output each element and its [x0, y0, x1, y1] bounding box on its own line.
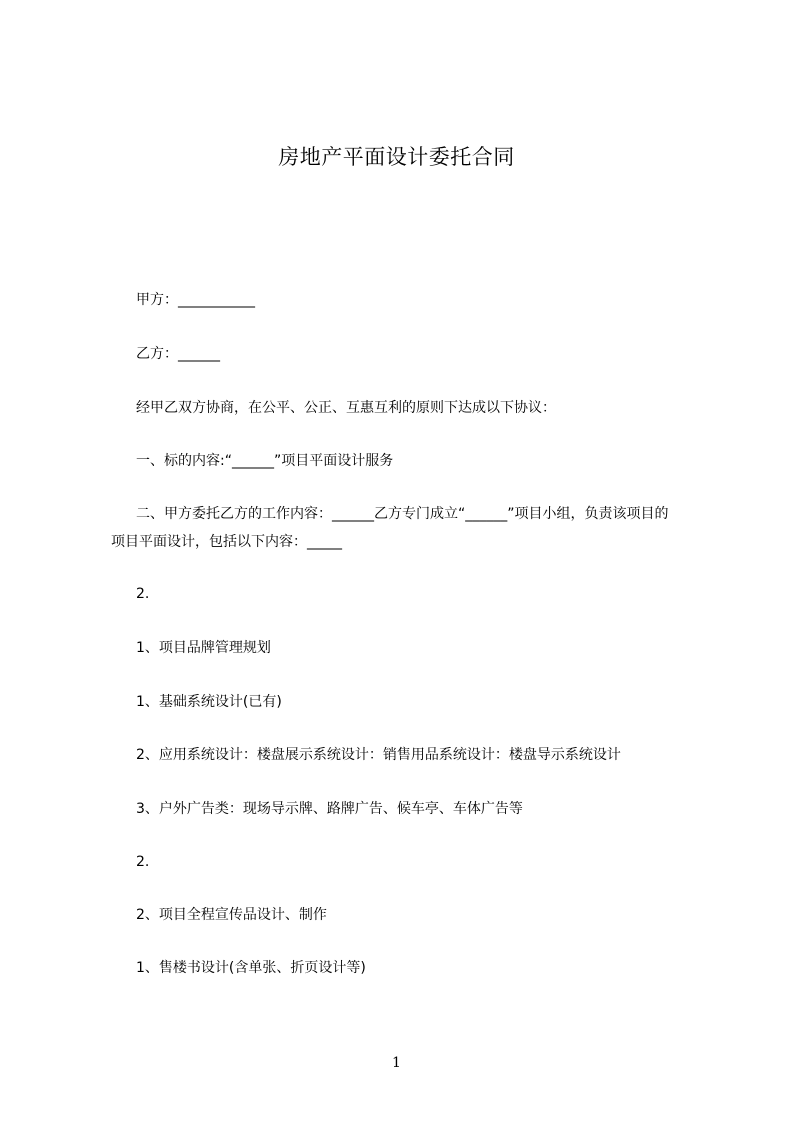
- list-item: 1、售楼书设计(含单张、折页设计等): [136, 960, 366, 976]
- list-item: 1、项目品牌管理规划: [136, 640, 271, 656]
- list-item: 2.: [136, 586, 150, 602]
- list-item: 2.: [136, 854, 150, 870]
- list-item: 1、基础系统设计(已有): [136, 694, 282, 710]
- list-item: 3、户外广告类：现场导示牌、路牌广告、候车亭、车体广告等: [136, 801, 523, 817]
- party-b-line: 乙方：______: [136, 346, 220, 362]
- list-item: 2、应用系统设计：楼盘展示系统设计：销售用品系统设计：楼盘导示系统设计: [136, 747, 621, 763]
- list-item: 2、项目全程宣传品设计、制作: [136, 907, 327, 923]
- party-a-line: 甲方：___________: [136, 292, 255, 308]
- page-number: 1: [392, 1055, 401, 1071]
- clause-2: 二、甲方委托乙方的工作内容：______乙方专门成立“______”项目小组，负责该项目的项目平面设计，包括以下内容：_____: [111, 506, 669, 550]
- clause-1: 一、标的内容:“______”项目平面设计服务: [136, 453, 394, 469]
- intro-paragraph: 经甲乙双方协商，在公平、公正、互惠互利的原则下达成以下协议：: [136, 400, 556, 416]
- document-title: 房地产平面设计委托合同: [278, 145, 515, 169]
